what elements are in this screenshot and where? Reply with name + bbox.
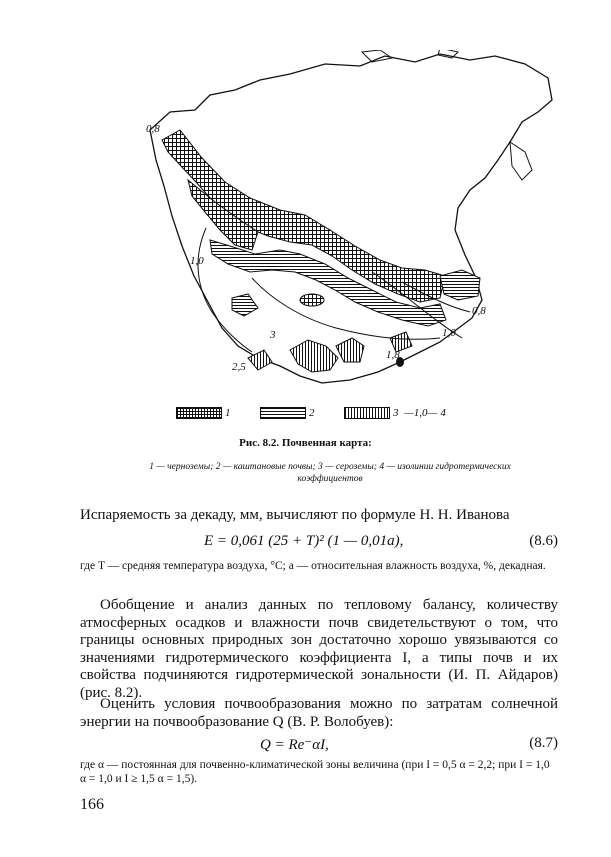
formula-8-7 xyxy=(80,735,558,755)
legend-num: 3 xyxy=(393,407,399,419)
map-legend xyxy=(176,406,496,422)
legend-num: 4 xyxy=(440,407,446,419)
map-label-1-8: 1,8 xyxy=(386,349,400,361)
horizontal-lines-swatch xyxy=(260,407,306,419)
serozem-zone-center xyxy=(336,338,364,362)
formula-8-6 xyxy=(80,533,558,553)
map-label-1-0-west: 1,0 xyxy=(190,255,204,267)
crosshatch-swatch xyxy=(176,407,222,419)
legend-isoline-value: 1,0 xyxy=(413,407,428,419)
paragraph-2: Оценить условия почвообразования можно по затратам солнечной энергии на почвообразование Q (В. Р. Волобуев): xyxy=(80,696,558,730)
serozem-zone-south xyxy=(290,340,338,372)
vertical-lines-swatch xyxy=(344,407,390,419)
legend-item-chernozem xyxy=(176,406,231,420)
legend-num: 1 xyxy=(225,407,231,419)
lake-balkhash xyxy=(300,294,324,306)
paragraph-1: Обобщение и анализ данных по тепловому балансу, количеству атмосферных осадков и влажности почв свидетельствуют о том, что границы основных природных зон достаточно хорошо увязываются со значениями гидротермического коэффициента I, а типы почв и их свойства подчиняются гидротермической зональности (И. П. Айдаров) (рис. 8.2). xyxy=(80,597,558,701)
formula-note-1: где T — средняя температура воздуха, °С; a — относительная влажность воздуха, %, декадная. xyxy=(80,560,546,572)
map-label-2-5: 2,5 xyxy=(232,361,246,373)
formula-expression: Q = Re⁻αI, xyxy=(260,737,329,753)
map-label-3: 3 xyxy=(270,329,276,341)
formula-expression: E = 0,061 (25 + T)² (1 — 0,01a), xyxy=(204,533,404,549)
soil-map xyxy=(140,50,560,400)
formula-number: (8.7) xyxy=(529,735,558,751)
intro-line: Испаряемость за декаду, мм, вычисляют по формуле Н. Н. Иванова xyxy=(80,507,510,523)
map-label-1-0-east: 1,0 xyxy=(442,327,456,339)
formula-number: (8.6) xyxy=(529,533,558,549)
formula-note-2: где α — постоянная для почвенно-климатической зоны величина (при I = 0,5 α = 2,2; при I = 1,0 α = 1,0 и I ≥ 1,5 α = 1,5). xyxy=(80,759,550,785)
legend-num: 2 xyxy=(309,407,315,419)
peninsula-east xyxy=(510,142,532,180)
figure-caption-description: 1 — черноземы; 2 — каштановые почвы; 3 — сероземы; 4 — изолинии гидротермических коэффициентов xyxy=(149,462,511,484)
legend-item-isoline xyxy=(404,406,446,420)
isoline-dash-left: — xyxy=(404,407,414,419)
figure-caption-title: Рис. 8.2. Почвенная карта: xyxy=(239,437,372,449)
isoline-dash-right: — xyxy=(427,407,438,419)
page-number: 166 xyxy=(80,796,104,813)
chestnut-zone-south xyxy=(232,294,258,316)
chernozem-zone xyxy=(162,130,445,302)
map-label-0-8-northwest: 0,8 xyxy=(146,123,160,135)
map-label-0-8-east: 0,8 xyxy=(472,305,486,317)
legend-item-chestnut xyxy=(260,406,315,420)
legend-item-serozem xyxy=(344,406,399,420)
serozem-zone-west xyxy=(248,350,272,370)
